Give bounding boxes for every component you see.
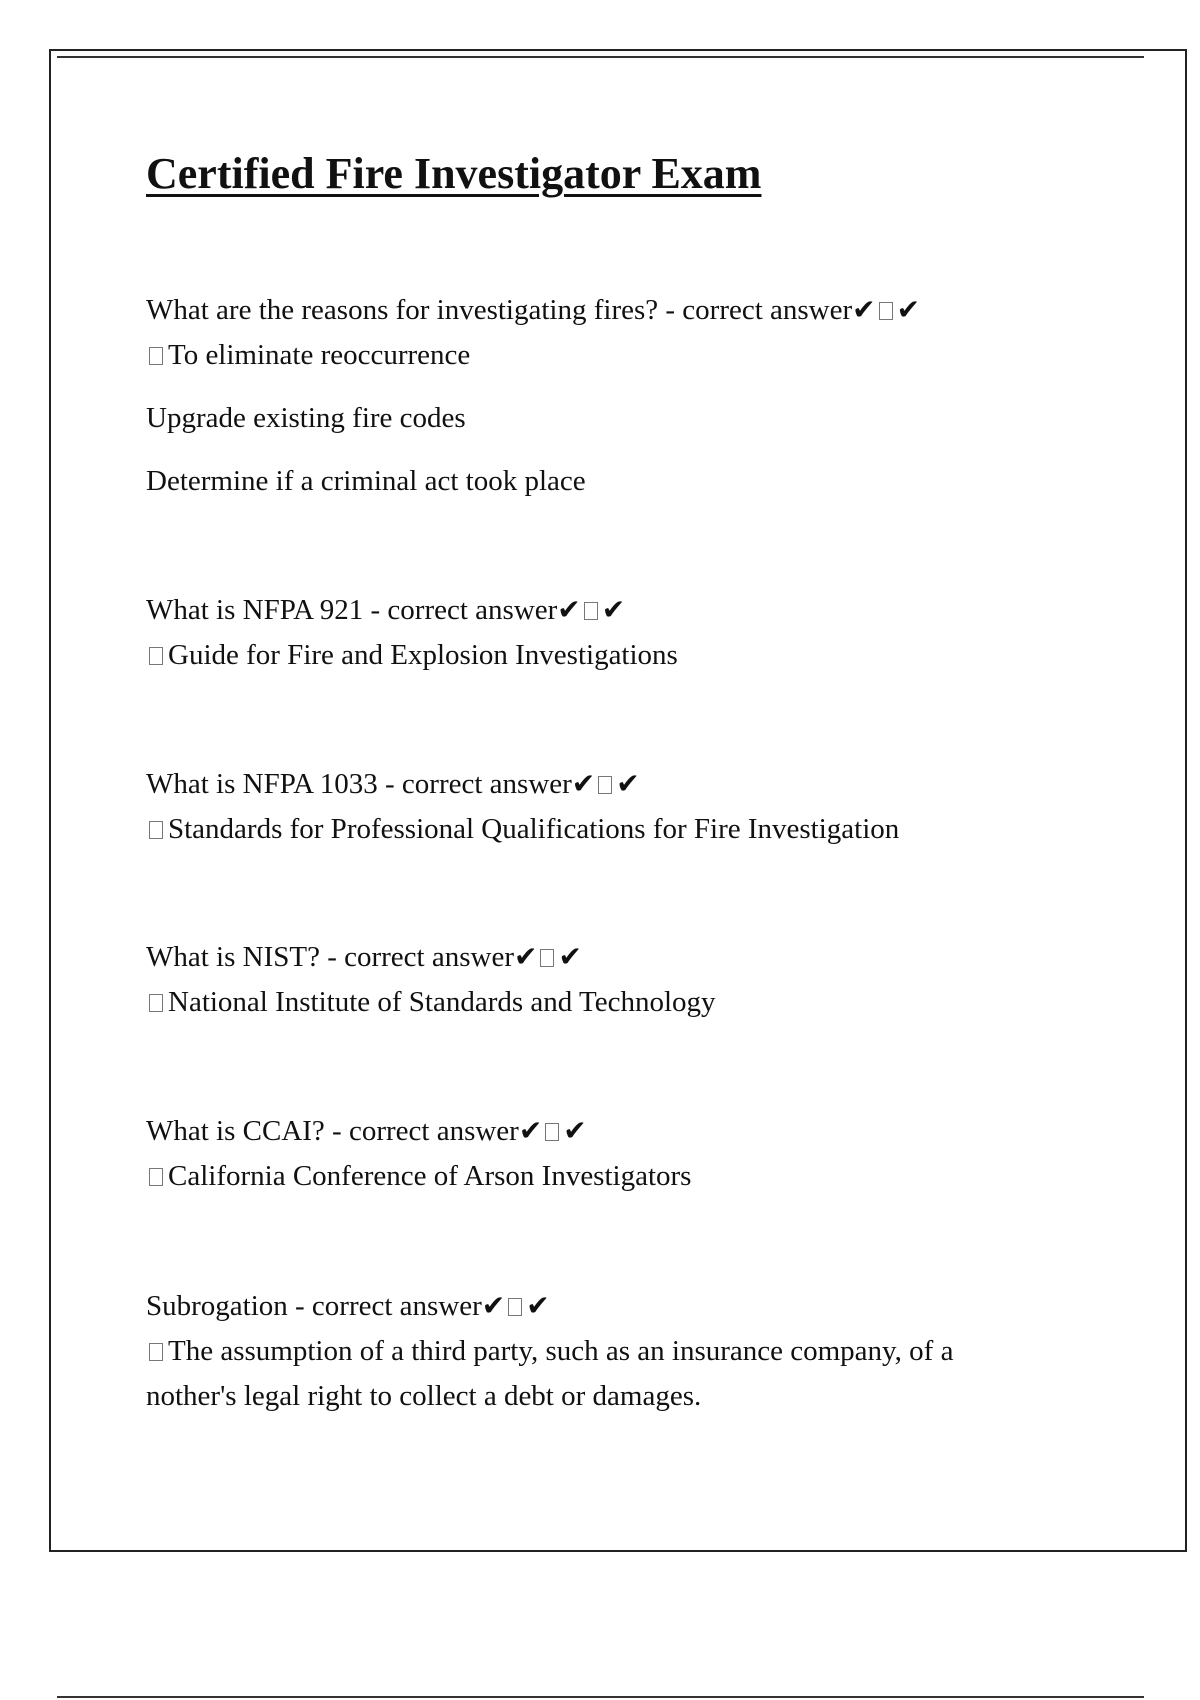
qa-item <box>146 934 1091 1025</box>
empty-box-icon <box>879 302 893 320</box>
qa-item <box>146 287 1091 504</box>
question-line <box>146 287 1091 333</box>
answer-line <box>146 980 1091 1025</box>
answer-text: To eliminate reoccurrence <box>168 339 471 371</box>
empty-box-icon <box>584 602 598 620</box>
qa-item <box>146 1108 1091 1199</box>
answer-text: Standards for Professional Qualifications for Fire Investigation <box>168 813 900 845</box>
check-icon: ✔ <box>616 767 640 800</box>
answer-text: National Institute of Standards and Technology <box>168 986 716 1018</box>
empty-box-icon <box>149 1343 163 1361</box>
question-text: Subrogation - correct answer <box>146 1290 482 1322</box>
check-icon: ✔ <box>518 1114 543 1147</box>
question-text: What are the reasons for investigating fires? - correct answer <box>146 294 853 326</box>
check-icon: ✔ <box>571 767 596 800</box>
check-icon: ✔ <box>601 593 626 626</box>
empty-box-icon <box>508 1298 522 1316</box>
bottom-rule <box>57 1696 1144 1698</box>
empty-box-icon <box>540 949 554 967</box>
answer-line <box>146 1329 1091 1374</box>
question-text: What is CCAI? - correct answer <box>146 1115 519 1147</box>
answer-line <box>146 633 1091 678</box>
answer-line <box>146 807 1091 852</box>
check-icon: ✔ <box>557 593 581 626</box>
answer-text: The assumption of a third party, such as an insurance company, of a <box>168 1335 954 1367</box>
question-line <box>146 1108 1091 1154</box>
answer-continued-line: nother's legal right to collect a debt or damages. <box>146 1380 702 1412</box>
answer-text: California Conference of Arson Investigators <box>168 1160 692 1192</box>
qa-item <box>146 1283 1091 1419</box>
answer-extra-line: Determine if a criminal act took place <box>146 465 586 497</box>
check-icon: ✔ <box>481 1289 506 1322</box>
empty-box-icon <box>149 994 163 1012</box>
check-icon: ✔ <box>852 293 876 326</box>
question-line <box>146 761 1091 807</box>
check-icon: ✔ <box>558 940 582 973</box>
check-icon: ✔ <box>513 940 538 973</box>
check-icon: ✔ <box>563 1114 587 1147</box>
page-title: Certified Fire Investigator Exam <box>146 149 762 198</box>
empty-box-icon <box>149 347 163 365</box>
empty-box-icon <box>149 821 163 839</box>
answer-line <box>146 1154 1091 1199</box>
check-icon: ✔ <box>526 1289 550 1322</box>
question-text: What is NIST? - correct answer <box>146 941 514 973</box>
check-icon: ✔ <box>896 293 921 326</box>
question-text: What is NFPA 921 - correct answer <box>146 594 558 626</box>
answer-line <box>146 333 1091 378</box>
empty-box-icon <box>545 1123 559 1141</box>
qa-item <box>146 587 1091 678</box>
question-line <box>146 934 1091 980</box>
empty-box-icon <box>149 647 163 665</box>
question-line <box>146 587 1091 633</box>
question-line <box>146 1283 1091 1329</box>
answer-extra-line: Upgrade existing fire codes <box>146 402 466 434</box>
question-text: What is NFPA 1033 - correct answer <box>146 768 572 800</box>
answer-text: Guide for Fire and Explosion Investigations <box>168 639 678 671</box>
qa-item <box>146 761 1091 852</box>
empty-box-icon <box>149 1168 163 1186</box>
empty-box-icon <box>598 776 612 794</box>
document-content <box>146 146 1091 1412</box>
